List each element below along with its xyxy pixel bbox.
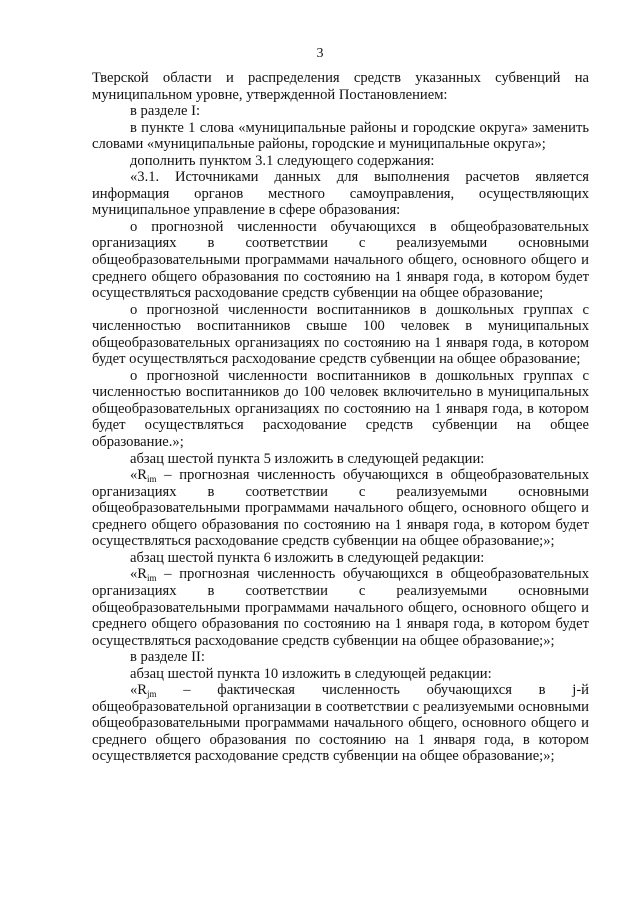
paragraph-12	[92, 566, 589, 649]
formula-definition: – прогнозная численность обучающихся в общеобразовательных организациях в соответствии с реализуемыми основными общеобразовательными программами начального общего, основного общего и среднего общего образования по состоянию на 1 января года, в котором будет осуществляться расходование средств субвенции на общее образование;»;	[92, 566, 589, 649]
document-body	[92, 70, 589, 765]
paragraph-11: абзац шестой пункта 6 изложить в следующей редакции:	[130, 549, 485, 566]
formula-definition: – прогнозная численность обучающихся в общеобразовательных организациях в соответствии с реализуемыми основными общеобразовательными программами начального общего, основного общего и среднего общего образования по состоянию на 1 января года, в котором будет осуществляться расходование средств субвенции на общее образование;»;	[92, 467, 589, 550]
formula-symbol: «R	[130, 566, 148, 583]
paragraph-6: о прогнозной численности обучающихся в общеобразовательных организациях в соответствии с реализуемыми основными общеобразовательными программами начального общего, основного общего и среднего общего образования по состоянию на 1 января года, в котором будет осуществляться расходование средств субвенции на общее образование;	[92, 218, 589, 302]
paragraph-2: в разделе I:	[130, 103, 201, 120]
formula-subscript: jm	[147, 689, 157, 700]
paragraph-7: о прогнозной численности воспитанников в дошкольных группах с численностью воспитанников свыше 100 человек в муниципальных общеобразовательных организациях по состоянию на 1 января года, в котором будет осуществляться расходование средств субвенции на общее образование;	[92, 301, 589, 368]
paragraph-14: абзац шестой пункта 10 изложить в следующей редакции:	[130, 665, 492, 682]
paragraph-15	[92, 682, 589, 765]
paragraph-5: «3.1. Источниками данных для выполнения расчетов является информация органов местного самоуправления, осуществляющих муниципальное управление в сфере образования:	[92, 169, 589, 219]
formula-symbol: «R	[130, 467, 148, 484]
paragraph-1: Тверской области и распределения средств указанных субвенций на муниципальном уровне, утвержденной Постановлением:	[92, 70, 589, 103]
paragraph-13: в разделе II:	[130, 649, 205, 666]
formula-definition: – фактическая численность обучающихся в j-й общеобразовательной организации в соответствии с реализуемыми основными общеобразовательными программами начального общего, основного общего и среднего общего образования по состоянию на 1 января года, в котором осуществляется расходование средств субвенции на общее образование;»;	[92, 682, 589, 765]
page-number: 3	[316, 46, 324, 61]
paragraph-9: абзац шестой пункта 5 изложить в следующей редакции:	[130, 450, 485, 467]
formula-symbol: «R	[130, 682, 148, 699]
paragraph-4: дополнить пунктом 3.1 следующего содержания:	[130, 152, 435, 169]
formula-subscript: im	[147, 474, 157, 485]
paragraph-3: в пункте 1 слова «муниципальные районы и городские округа» заменить словами «муниципальные районы, городские и муниципальные округа»;	[92, 119, 589, 153]
formula-subscript: im	[147, 573, 157, 584]
paragraph-10	[92, 467, 589, 550]
paragraph-8: о прогнозной численности воспитанников в дошкольных группах с численностью воспитанников до 100 человек включительно в муниципальных общеобразовательных организациях по состоянию на 1 января года, в котором будет осуществляться расходование средств субвенции на общее образование.»;	[92, 367, 589, 451]
